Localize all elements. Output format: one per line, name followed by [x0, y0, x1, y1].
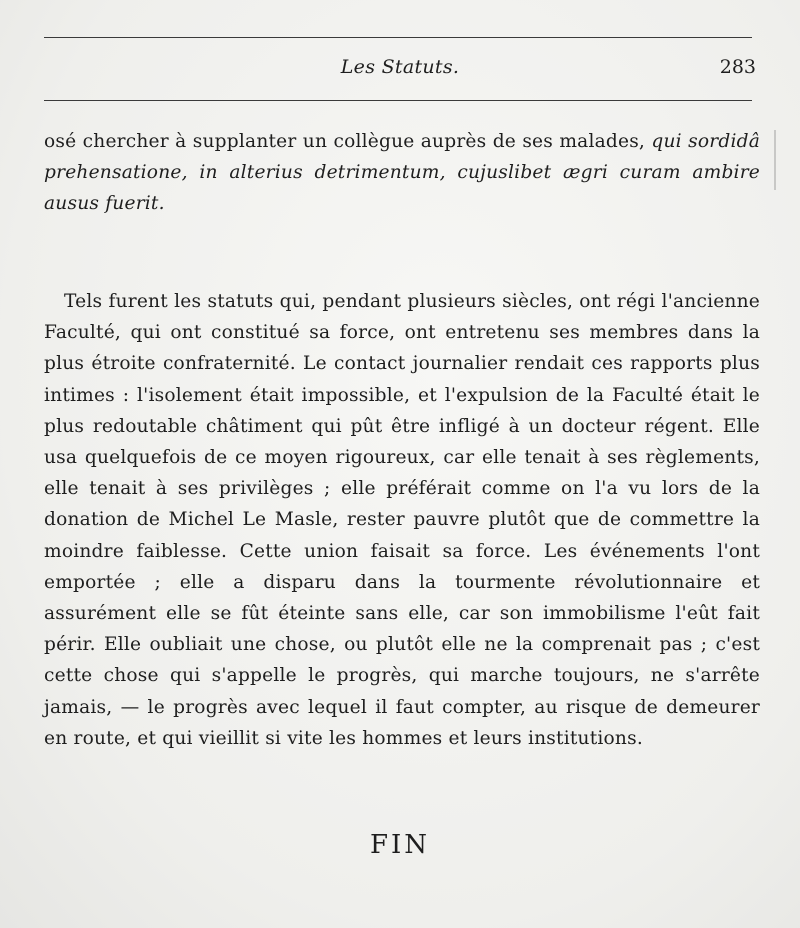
- paragraph-text: osé chercher à supplanter un collègue auprès de ses malades,: [44, 131, 652, 152]
- paragraph-main: Tels furent les statuts qui, pendant plusieurs siècles, ont régi l'ancienne Faculté, qui ont constitué sa force, ont entretenu ses membres dans la plus étroite confraternité. Le contact journalier rendait ces rapports plus intimes : l'isolement était impossible, et l'expulsion de la Faculté était le plus redoutable châtiment qui pût être infligé à un docteur régent. Elle usa quelquefois de ce moyen rigoureux, car elle tenait à ses règlements, elle tenait à ses privilèges ; elle préférait comme on l'a vu lors de la donation de Michel Le Masle, rester pauvre plutôt que de commettre la moindre faiblesse. Cette union faisait sa force. Les événements l'ont emportée ; elle a disparu dans la tourmente révolutionnaire et assurément elle se fût éteinte sans elle, car son immobilisme l'eût fait périr. Elle oubliait une chose, ou plutôt elle ne la comprenait pas ; c'est cette chose qui s'appelle le progrès, qui marche toujours, ne s'arrête jamais, — le progrès avec lequel il faut compter, au risque de demeurer en route, et qui vieillit si vite les hommes et leurs institutions.: [44, 291, 760, 749]
- header-rule-top: [44, 37, 752, 38]
- scan-edge-mark: [774, 130, 776, 190]
- end-mark: FIN: [369, 830, 431, 860]
- page-number: 283: [719, 56, 756, 78]
- paragraph-continued: [44, 126, 760, 220]
- header-rule-bottom: [44, 100, 752, 101]
- latin-quotation: qui sordidâ prehensatione, in alterius detrimentum, cujuslibet ægri curam ambire ausus fuerit.: [44, 131, 760, 215]
- running-title: Les Statuts.: [340, 56, 460, 78]
